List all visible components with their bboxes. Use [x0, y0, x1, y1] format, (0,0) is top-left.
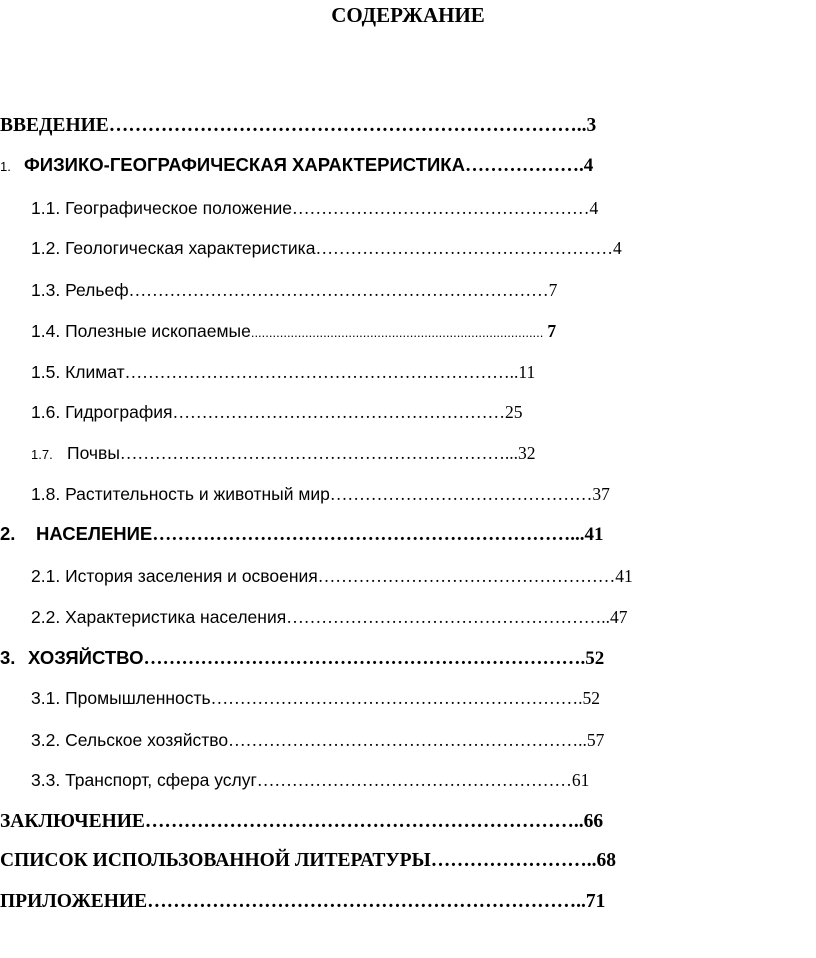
toc-entry-leader: ……………………………………………………………….. — [108, 115, 587, 136]
toc-entry-label: Характеристика населения — [65, 607, 287, 627]
toc-entry-leader: ……………………………………………….. — [286, 607, 610, 627]
toc-entry-appendix[interactable] — [0, 889, 605, 915]
toc-entry-label: Рельеф — [65, 280, 129, 300]
toc-entry-label: ПРИЛОЖЕНИЕ — [0, 891, 148, 912]
toc-entry-section-3-1[interactable] — [31, 685, 600, 711]
toc-entry-label: СПИСОК ИСПОЛЬЗОВАННОЙ ЛИТЕРАТУРЫ — [0, 850, 431, 871]
toc-entry-label: ВВЕДЕНИЕ — [0, 115, 109, 136]
toc-entry-conclusion[interactable] — [0, 809, 603, 835]
toc-entry-number: 1.3. — [31, 280, 61, 300]
toc-entry-number: 3.1. — [31, 688, 61, 708]
toc-entry-number: 1.4. — [31, 321, 61, 341]
toc-entry-section-2-2[interactable] — [31, 604, 627, 630]
toc-entry-label: Растительность и животный мир — [65, 484, 330, 504]
toc-entry-leader: ……………………………………………………………. — [143, 648, 586, 669]
toc-entry-leader: …………………….. — [430, 850, 597, 871]
toc-entry-label: Промышленность — [65, 688, 211, 708]
toc-entry-page: 25 — [505, 402, 523, 422]
toc-entry-chapter-3[interactable] — [0, 645, 604, 671]
toc-entry-number: 3.3. — [31, 770, 61, 790]
toc-entry-page: 11 — [518, 362, 536, 382]
toc-entry-number: 2.2. — [31, 607, 61, 627]
toc-entry-page: 66 — [583, 811, 604, 832]
toc-entry-leader: ………………………………………………………. — [210, 688, 583, 708]
toc-entry-leader: …………………………………………… — [292, 198, 590, 218]
toc-entry-number: 1.8. — [31, 484, 61, 504]
toc-entry-page: 7 — [547, 321, 557, 341]
toc-entry-leader: ………………. — [464, 155, 584, 176]
toc-entry-number: 3. — [0, 647, 16, 668]
toc-entry-chapter-2[interactable] — [0, 521, 604, 547]
toc-entry-number: 1. — [0, 159, 11, 174]
toc-entry-leader: ……………………………………… — [329, 484, 593, 504]
toc-entry-page: 4 — [612, 238, 622, 258]
toc-entry-section-1-5[interactable] — [31, 359, 535, 385]
toc-entry-number: 1.7. — [31, 447, 53, 462]
toc-entry-section-1-1[interactable] — [31, 195, 598, 221]
toc-entry-leader: …………………………………………………………... — [119, 443, 519, 463]
toc-entry-section-1-3[interactable] — [31, 277, 557, 303]
toc-entry-label: ХОЗЯЙСТВО — [28, 647, 144, 668]
toc-entry-number: 1.6. — [31, 402, 61, 422]
toc-entry-label: Полезные ископаемые — [65, 321, 251, 341]
toc-entry-number: 1.1. — [31, 198, 61, 218]
toc-entry-section-3-2[interactable] — [31, 727, 604, 753]
toc-entry-page: 52 — [585, 648, 605, 669]
toc-entry-section-1-6[interactable] — [31, 399, 523, 425]
toc-entry-section-1-4[interactable] — [31, 318, 556, 344]
toc-entry-page: 3 — [586, 115, 597, 136]
toc-entry-introduction[interactable] — [0, 113, 596, 139]
toc-entry-leader: …………………………………………… — [315, 238, 613, 258]
toc-entry-leader: ………………………………………………………….. — [147, 891, 586, 912]
toc-entry-page: 41 — [584, 524, 604, 545]
toc-entry-leader: …………………………………………………………... — [152, 524, 585, 545]
toc-entry-label: Геологическая характеристика — [65, 238, 316, 258]
toc-entry-page: 52 — [582, 688, 601, 708]
toc-entry-label: ФИЗИКО-ГЕОГРАФИЧЕСКАЯ ХАРАКТЕРИСТИКА — [24, 154, 465, 175]
toc-entry-number: 3.2. — [31, 730, 61, 750]
toc-entry-label: История заселения и освоения — [65, 566, 318, 586]
toc-entry-label: Почвы — [67, 443, 120, 463]
toc-entry-page: 61 — [571, 770, 590, 790]
toc-entry-page: 4 — [583, 155, 594, 176]
toc-entry-page: 71 — [585, 891, 606, 912]
toc-entry-page: 32 — [518, 443, 536, 463]
toc-entry-leader: …………………………………………………….. — [228, 730, 587, 750]
toc-entry-label: Сельское хозяйство — [65, 730, 229, 750]
toc-entry-section-2-1[interactable] — [31, 563, 633, 589]
toc-entry-label: Гидрография — [65, 402, 173, 422]
toc-entry-page: 4 — [589, 198, 599, 218]
toc-entry-label: Транспорт, сфера услуг — [65, 770, 257, 790]
toc-entry-label: Климат — [65, 362, 125, 382]
toc-entry-leader: ………………………………………………………….. — [144, 811, 584, 832]
page-title: СОДЕРЖАНИЕ — [331, 3, 485, 27]
toc-entry-section-1-8[interactable] — [31, 481, 610, 507]
toc-entry-page: 47 — [609, 607, 628, 627]
toc-entry-chapter-1[interactable] — [0, 152, 593, 178]
toc-entry-leader: ……………………………………………………………… — [128, 280, 549, 300]
toc-entry-label: НАСЕЛЕНИЕ — [36, 523, 153, 544]
toc-entry-page: 57 — [586, 730, 605, 750]
toc-entry-number: 1.5. — [31, 362, 61, 382]
toc-entry-leader: ………………………………………………… — [172, 402, 506, 422]
toc-entry-leader: ................................................................................. — [250, 325, 544, 340]
toc-entry-section-3-3[interactable] — [31, 767, 589, 793]
toc-entry-label: ЗАКЛЮЧЕНИЕ — [0, 811, 145, 832]
toc-entry-page: 7 — [548, 280, 558, 300]
toc-entry-leader: ……………………………………………… — [256, 770, 572, 790]
toc-entry-page: 37 — [592, 484, 610, 504]
toc-entry-number: 2. — [0, 523, 16, 544]
toc-entry-page: 41 — [615, 566, 633, 586]
toc-entry-bibliography[interactable] — [0, 848, 616, 874]
toc-entry-section-1-7[interactable] — [31, 440, 536, 466]
toc-entry-number: 1.2. — [31, 238, 61, 258]
toc-entry-page: 68 — [596, 850, 616, 871]
toc-entry-section-1-2[interactable] — [31, 235, 622, 261]
toc-entry-label: Географическое положение — [65, 198, 293, 218]
toc-entry-leader: …………………………………………… — [317, 566, 616, 586]
toc-entry-leader: ………………………………………………………….. — [124, 362, 519, 382]
toc-entry-number: 2.1. — [31, 566, 61, 586]
